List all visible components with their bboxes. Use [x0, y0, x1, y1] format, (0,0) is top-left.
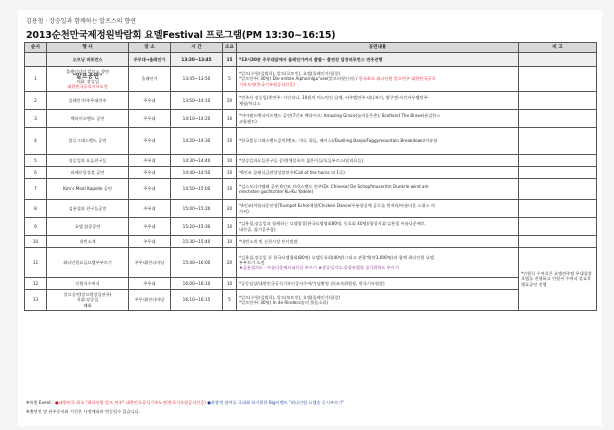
- content-cell: [237, 179, 519, 200]
- note-cell: [519, 110, 597, 128]
- table-row: [25, 200, 597, 218]
- duration-cell: 20: [223, 248, 237, 278]
- time-cell: 14:30~14:40: [171, 155, 223, 167]
- table-row: [25, 236, 597, 248]
- time-cell: 13:45~13:50: [171, 67, 223, 92]
- time-cell: 14:20~14:30: [171, 128, 223, 155]
- content-cell: [237, 67, 519, 92]
- content-line: *4인조(아름다운산장/Trumpet Echo/애향/Chicken Dance/우륜향공예 공로를 만져라/아름다운 스위스 아: [239, 203, 436, 209]
- table-row: [25, 67, 597, 92]
- duration-cell: 15: [223, 53, 237, 67]
- duration-cell: 20: [223, 200, 237, 218]
- event-line: 대한민국공식기록도전: [67, 84, 108, 90]
- table-row: [25, 290, 597, 311]
- content-line: *내빈소개 및 순천시장 인사말씀: [239, 238, 298, 244]
- row-number: 11: [25, 248, 47, 278]
- row-number: 1: [25, 67, 47, 92]
- column-header: 공연내용: [237, 43, 519, 53]
- row-number: 10: [25, 236, 47, 248]
- place-cell: 주무대: [129, 167, 171, 179]
- content-line: 기록도전(한국기록원공식인증): [239, 81, 295, 87]
- event-cell: [47, 67, 129, 92]
- time-cell: 15:20~15:30: [171, 218, 223, 236]
- time-cell: 14:50~15:00: [171, 179, 223, 200]
- note-cell: [519, 128, 597, 155]
- duration-cell: 5: [223, 290, 237, 311]
- row-number: 12: [25, 278, 47, 290]
- content-line: *김스모디카펠레 공연 6인조 브라스밴드 연주(Dr. Chinese/ De Schopfmuser/Im Dunkrle wind am: [239, 183, 429, 189]
- content-line: 부부르기 도전: [239, 259, 265, 265]
- content-line: *알프(수원/김범희), 알프(보트인), 요델(올레인가/합창): [239, 294, 340, 300]
- content-line: 코틀랜드): [239, 118, 257, 124]
- table-row: [25, 110, 597, 128]
- content-line: *알프연주( 30명) In de Rindecs송의 볼음소리): [239, 300, 329, 305]
- content-line: *알프연주( 30명) Die ersten Alphornlgu"sse(알프의첫인사) / 한국최초 최다인원 알프연주 대한민국공식: [239, 76, 436, 82]
- place-cell: 주무대: [129, 179, 171, 200]
- table-row: [25, 248, 597, 278]
- footer-special-event: [26, 400, 344, 406]
- place-cell: 주무대: [129, 155, 171, 167]
- note-cell: [519, 236, 597, 248]
- content-line: *아이랜드백파이프밴드 공연(7인조 백파이프: Amazing Grace(놀라운은총), Scotland The Brave(용감한스: [239, 113, 441, 119]
- content-line: 가씨): [239, 208, 249, 214]
- content-cell: [237, 155, 519, 167]
- content-line: *연주자 장승일(총연주: 시인과나, 10월의 어느멋진 날에, 카우벨연주-대나보이, 왕쿠엔-시인카우벨연주-: [239, 95, 430, 101]
- table-header-row: [25, 43, 597, 53]
- place-cell: 올레인가: [129, 67, 171, 92]
- place-cell: 주무대/잔디마당: [129, 290, 171, 311]
- row-number: [25, 53, 47, 67]
- place-cell: 주무대: [129, 278, 171, 290]
- content-line: *장승일과요들친구들 공연(체플룩의 젊은이들/요들부르스/달리요들): [239, 157, 364, 163]
- duration-cell: 5: [223, 67, 237, 92]
- footer-notice: ※출연진 및 관주순서와 시간은 사정에따라 변동될수 있습니다.: [26, 409, 140, 414]
- event-line: 알프공연(알프원앙을연주): [63, 292, 112, 298]
- content-cell: [237, 278, 519, 290]
- place-cell: 주무대: [129, 200, 171, 218]
- content-line: *김용철,장승일 등 한국요델협회(80명) 요델동호회(40명)그리고 관광객(약3,000명)과 함께 최다인원 요델: [239, 254, 434, 260]
- event-cell: 리베론앙상블 공연: [47, 167, 129, 179]
- event-line: 지휘:장승일: [76, 297, 99, 303]
- event-cell: Kim's Modi Kapelle 공연: [47, 179, 129, 200]
- duration-cell: 10: [223, 110, 237, 128]
- content-cell: [237, 110, 519, 128]
- table-row: [25, 179, 597, 200]
- duration-cell: 10: [223, 155, 237, 167]
- content-cell: [237, 92, 519, 110]
- time-cell: 14:10~14:20: [171, 110, 223, 128]
- row-number: 5: [25, 155, 47, 167]
- column-header: 소요: [223, 43, 237, 53]
- content-cell: [237, 236, 519, 248]
- place-cell: 주무대: [129, 92, 171, 110]
- event-cell: [47, 290, 129, 311]
- event-cell: 장승일과 요들친구들: [47, 155, 129, 167]
- table-row: [25, 92, 597, 110]
- table-row: [25, 218, 597, 236]
- time-cell: 15:40~16:00: [171, 248, 223, 278]
- time-cell: 14:40~14:50: [171, 167, 223, 179]
- table-row: [25, 278, 597, 290]
- row-number: 3: [25, 110, 47, 128]
- content-cell: [237, 248, 519, 278]
- event-cell: 백파이프밴드 공연: [47, 110, 129, 128]
- content-line: mechsten gochtchte/ Ku-Ku Yodele): [239, 189, 314, 194]
- event-cell: 오프닝 퍼포먼스: [47, 53, 129, 67]
- content-line: *공동임상/대한민국공식기록인증서수여/기념촬영 등(조직위원장, 한국기록원장): [239, 280, 385, 286]
- note-cell: [519, 179, 597, 200]
- time-cell: 15:00~15:20: [171, 200, 223, 218]
- content-cell: [237, 218, 519, 236]
- event-line: 지휘: 장승일: [76, 79, 99, 84]
- place-cell: 주무대: [129, 128, 171, 155]
- place-cell: 주무대/잔디마당: [129, 248, 171, 278]
- content-line: *6인조 클래식금관앙상블연주(Call of the horns 외 1곡): [239, 169, 345, 175]
- note-cell: [519, 218, 597, 236]
- place-cell: 주무대→올레인가: [129, 53, 171, 67]
- place-cell: 주무대: [129, 218, 171, 236]
- event-cell: 최다인원요들요델부부르기: [47, 248, 129, 278]
- duration-cell: 10: [223, 278, 237, 290]
- column-header: 시 간: [171, 43, 223, 53]
- schedule-table: [24, 42, 597, 311]
- content-cell: *13시30분 주무대앞에서 올레인가까지 출발~ 출연진 입장퍼포먼스 연주진행: [237, 53, 519, 67]
- duration-cell: 10: [223, 179, 237, 200]
- footer-event-2: ●관광객 참여를 극대화 하기위한 Big이벤트 "최다인원 요델송 동시부르기": [207, 400, 345, 405]
- record-challenge-highlight: 한국최초 최다인원 알프연주 대한민국공식: [358, 76, 436, 82]
- column-header: 순서: [25, 43, 47, 53]
- table-row: [25, 155, 597, 167]
- time-cell: 15:30~15:40: [171, 236, 223, 248]
- content-line: *알프(수원/김범희), 알프(로트인), 요델(올레인가/합창): [239, 71, 340, 77]
- table-row: [25, 128, 597, 155]
- row-number: 4: [25, 128, 47, 155]
- event-cell: 인원서수여식: [47, 278, 129, 290]
- event-cell: 블루그래스밴드 공연: [47, 128, 129, 155]
- event-cell: 올레인가/주무대연주: [47, 92, 129, 110]
- place-cell: 주무대: [129, 236, 171, 248]
- event-cell: 내빈소개: [47, 236, 129, 248]
- footer-event-1: ●대한민국 최초 "최다인원 알프 연주" 대한민국공식기록도전(한국기록원공식인증): [55, 400, 208, 405]
- content-cell: [237, 200, 519, 218]
- content-line: *김용철,장승일과 함께하는 요델합창(한국요델협회80명, 동호회 40명)/합창지휘:김용철 아름다운베르: [239, 221, 425, 227]
- note-cell: [519, 200, 597, 218]
- event-cell: 김용철과 친구들공연: [47, 200, 129, 218]
- footer-event-label: ※특별 Event :: [26, 400, 55, 405]
- time-cell: 13:30~13:45: [171, 53, 223, 67]
- time-cell: 13:50~14:10: [171, 92, 223, 110]
- row-number: 8: [25, 200, 47, 218]
- column-header: 비 고: [519, 43, 597, 53]
- note-cell: *인원식 수여식은 요델연주팀 무대철장 오델를 진행하고 인원서 수여식 종료후 행료공연 진행: [519, 248, 597, 311]
- event-cell: 요델 합창공연: [47, 218, 129, 236]
- content-cell: [237, 290, 519, 311]
- row-number: 2: [25, 92, 47, 110]
- column-header: 장 소: [129, 43, 171, 53]
- document-subtitle: 김용철 · 장승일과 함께하는 알프스의 향연: [26, 18, 136, 25]
- note-cell: [519, 92, 597, 110]
- content-cell: [237, 167, 519, 179]
- note-cell: [519, 155, 597, 167]
- table-row: [25, 53, 597, 67]
- time-cell: 16:10~16:15: [171, 290, 223, 311]
- duration-cell: 10: [223, 167, 237, 179]
- time-cell: 16:00~16:10: [171, 278, 223, 290]
- note-cell: [519, 67, 597, 92]
- content-line: 네산골, 젊기공주룸): [239, 226, 276, 232]
- document-title: 2013순천만국제정원박람회 요델Festival 프로그램(PM 13:30~16:15): [26, 30, 336, 41]
- row-number: 7: [25, 179, 47, 200]
- duration-cell: 20: [223, 92, 237, 110]
- duration-cell: 10: [223, 128, 237, 155]
- place-cell: 주무대: [129, 110, 171, 128]
- duration-cell: 10: [223, 218, 237, 236]
- table-row: [25, 167, 597, 179]
- row-number: 9: [25, 218, 47, 236]
- event-line: 올레인가의 알프스 향연: [65, 68, 110, 74]
- schedule-document: [18, 10, 602, 426]
- row-number: 6: [25, 167, 47, 179]
- content-line: *한국블루그래스밴드공연(밴조, 기타, 휘들, 베이스)/Duelling Banjo/Foggymountain Breakdown/자유항: [239, 138, 438, 144]
- event-line: 패회: [83, 302, 92, 308]
- note-cell: [519, 53, 597, 67]
- note-cell: [519, 167, 597, 179]
- duration-cell: 10: [223, 236, 237, 248]
- row-number: 13: [25, 290, 47, 311]
- content-line: ★김용철지도 : 아름다운베르네산골 부르기 ★장승일지도:올림유델링 즐기위학도 부르기: [239, 265, 399, 271]
- content-cell: [237, 128, 519, 155]
- content-line: 체험/이디스: [239, 100, 261, 106]
- event-line: "알프공연": [72, 72, 103, 80]
- column-header: 행 사: [47, 43, 129, 53]
